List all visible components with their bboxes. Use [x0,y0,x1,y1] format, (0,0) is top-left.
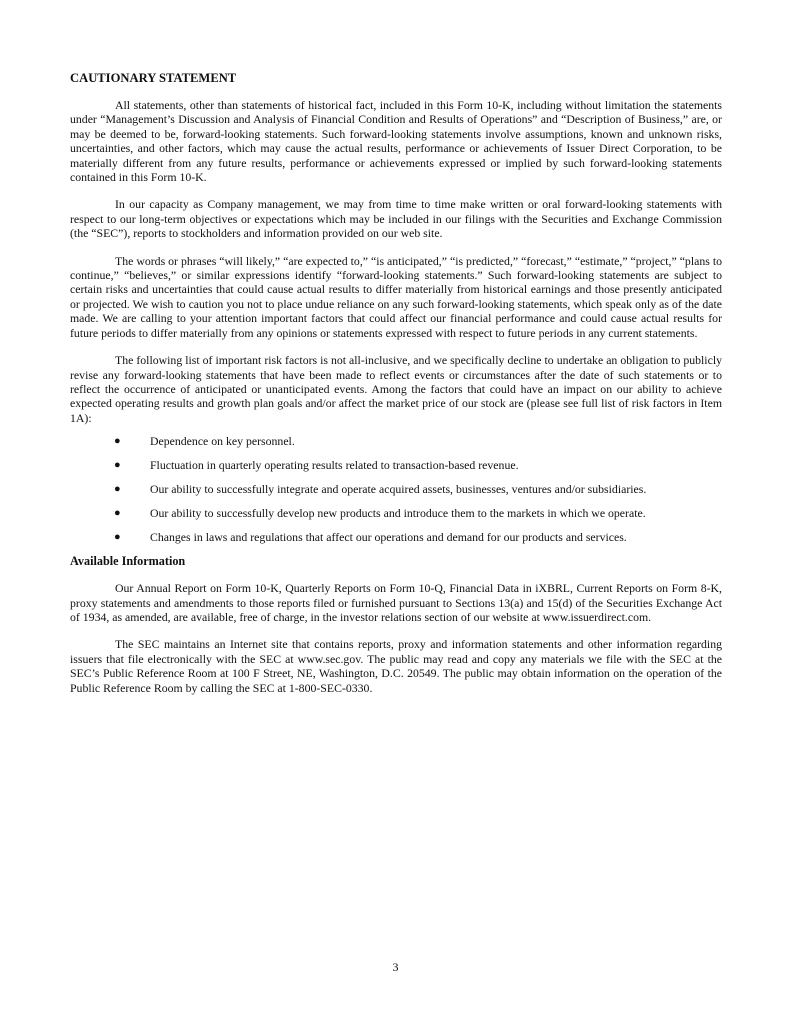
list-item-text: Our ability to successfully develop new products and introduce them to the markets in which we operate. [150,506,646,521]
bullet-icon: ● [114,483,121,496]
bullet-icon: ● [114,531,121,544]
bullet-icon: ● [114,459,121,472]
list-item [70,458,722,472]
list-item [70,530,722,544]
list-item-text: Changes in laws and regulations that affect our operations and demand for our products and services. [150,530,627,545]
paragraph-risk-factors-intro: The following list of important risk factors is not all-inclusive, and we specifically decline to undertake an obligation to publicly revise any forward-looking statements that have been made to reflect events or circumstances after the date of such statements or to reflect the occurrence of anticipated or unanticipated events. Among the factors that could have an impact on our ability to achieve expected operating results and growth plan goals and/or affect the market price of our stock are (please see full list of risk factors in Item 1A): [70,353,722,425]
bullet-icon: ● [114,507,121,520]
document-page [70,70,722,708]
risk-factor-list [70,434,722,544]
list-item-text: Our ability to successfully integrate and operate acquired assets, businesses, ventures and/or subsidiaries. [150,482,647,497]
list-item [70,506,722,520]
list-item [70,434,722,448]
paragraph-sec-internet-site: The SEC maintains an Internet site that contains reports, proxy and information statements and other information regarding issuers that file electronically with the SEC at www.sec.gov. The public may read and copy any materials we file with the SEC at the SEC’s Public Reference Room at 100 F Street, NE, Washington, D.C. 20549. The public may obtain information on the operation of the Public Reference Room by calling the SEC at 1-800-SEC-0330. [70,637,722,695]
list-item [70,482,722,496]
list-item-text: Dependence on key personnel. [150,434,295,449]
paragraph-management-statements: In our capacity as Company management, we may from time to time make written or oral forward-looking statements with respect to our long-term objectives or expectations which may be included in our filings with the Securities and Exchange Commission (the “SEC”), reports to stockholders and information provided on our web site. [70,197,722,241]
page-number: 3 [392,960,399,974]
paragraph-forward-looking-words: The words or phrases “will likely,” “are expected to,” “is anticipated,” “is predicted,” “forecast,” “estimate,” “project,” “plans to continue,” “believes,” or similar expressions identify “forward-looking statements.” Such forward-looking statements are subject to certain risks and uncertainties that could cause actual results to differ materially from historical earnings and those presently anticipated or projected. We wish to caution you not to place undue reliance on any such forward-looking statements, which speak only as of the date made. We are calling to your attention important factors that could affect our financial performance and could cause actual results for future periods to differ materially from any opinions or statements expressed with respect to future periods in any current statements. [70,253,722,340]
section-heading-available-information: Available Information [70,554,186,569]
section-heading-cautionary-statement: CAUTIONARY STATEMENT [70,71,237,85]
paragraph-annual-report-availability: Our Annual Report on Form 10-K, Quarterly Reports on Form 10-Q, Financial Data in iXBRL, Current Reports on Form 8-K, proxy statements and amendments to those reports filed or furnished pursuant to Sections 13(a) and 15(d) of the Securities Exchange Act of 1934, as amended, are available, free of charge, in the investor relations section of our website at www.issuerdirect.com. [70,581,722,624]
list-item-text: Fluctuation in quarterly operating results related to transaction-based revenue. [150,458,519,473]
paragraph-forward-looking-definition: All statements, other than statements of historical fact, included in this Form 10-K, including without limitation the statements under “Management’s Discussion and Analysis of Financial Condition and Results of Operations” and “Description of Business,” are, or may be deemed to be, forward-looking statements. Such forward-looking statements involve assumptions, known and unknown risks, uncertainties, and other factors, which may cause the actual results, performance or achievements of Issuer Direct Corporation, to be materially different from any future results, performance or achievements expressed or implied by such forward-looking statements contained in this Form 10-K. [70,98,722,185]
bullet-icon: ● [114,435,121,448]
